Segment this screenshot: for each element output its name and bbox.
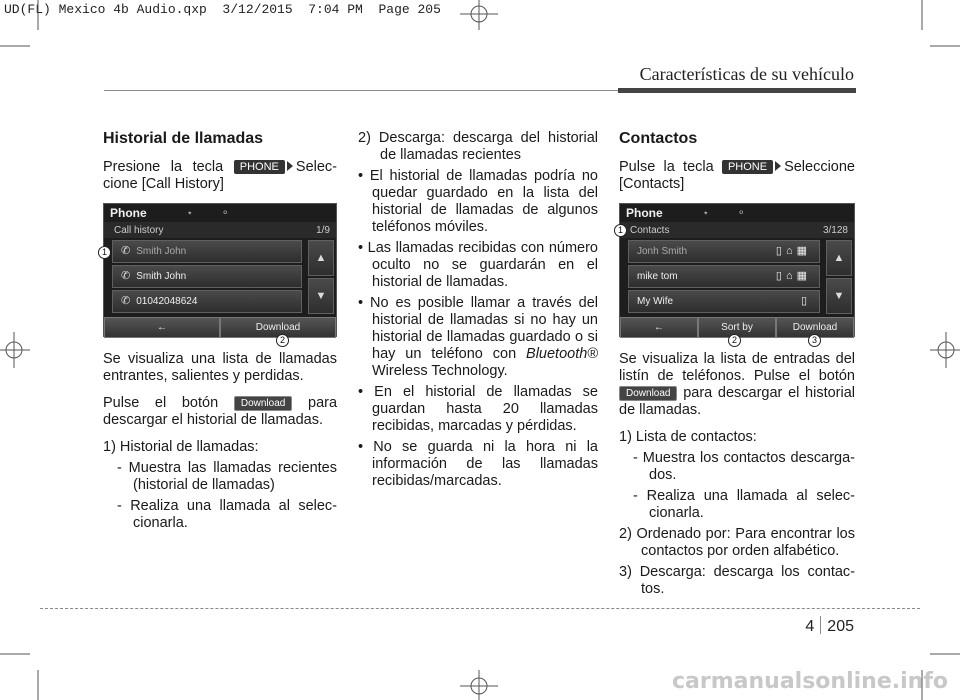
screen-subtitle-bar (620, 222, 854, 238)
call-history-heading: Historial de llamadas (103, 130, 264, 147)
contact-row[interactable]: Jonh Smith ▯⌂▦ (628, 240, 820, 263)
phone-key-icon: PHONE (234, 160, 285, 174)
download-button[interactable]: Download (220, 317, 336, 338)
callout-1: 1 (614, 224, 627, 237)
usb-icon: ⚬ (220, 207, 230, 219)
middle-column (358, 130, 598, 494)
contact-row[interactable]: My Wife ▯ (628, 290, 820, 313)
bullet-4: • En el historial de llamadas se guardan hasta 20 llamadas recibidas, marcadas y pérdidas. (358, 384, 598, 434)
callout-2: 2 (728, 334, 741, 347)
screen-bottom-bar (104, 317, 336, 338)
arrow-right-icon (775, 161, 781, 171)
item-1b: - Realiza una llamada al selec-cionarla. (117, 498, 337, 531)
scroll-up-button[interactable]: ▲ (826, 240, 852, 276)
contacts-screen (617, 203, 855, 345)
screen-subtitle-bar (104, 222, 336, 238)
item-1a: - Muestra las llamadas recientes (historial de llamadas) (117, 460, 337, 493)
page-counter: 3/128 (822, 224, 848, 236)
contacts-list-text: Se visualiza la lista de entradas del listín de teléfonos. Pulse el botón Download para descargar el historial de llamadas. (619, 351, 856, 418)
bullet-3: • No es posible llamar a través del historial de llamadas si no hay un historial de llamadas guardado o si hay un teléfono con Bluetooth® Wireless Technology. (358, 295, 598, 379)
call-history-label: Call history (114, 224, 164, 236)
item-1: 1) Historial de llamadas: (103, 439, 259, 455)
back-button[interactable]: ← (104, 317, 220, 338)
call-list-text: Se visualiza una lista de llamadas entrantes, salientes y perdidas. (103, 351, 337, 384)
back-button[interactable]: ← (620, 317, 698, 338)
bluetooth-icon: ⋆ (702, 207, 709, 219)
page-counter: 1/9 (316, 224, 330, 236)
bullet-5: • No se guarda ni la hora ni la información de las llamadas recibidas/marcadas. (358, 439, 598, 489)
left-column (103, 130, 337, 536)
contact-type-icons: ▯⌂▦ (775, 245, 811, 257)
contact-type-icons: ▯⌂▦ (775, 270, 811, 282)
sort-by-button[interactable]: Sort by (698, 317, 776, 338)
phone-call-icon: ✆ (121, 295, 131, 307)
call-row[interactable]: ✆ 01042048624 (112, 290, 302, 313)
phone-key-icon: PHONE (722, 160, 773, 174)
scroll-down-button[interactable]: ▼ (826, 278, 852, 314)
scroll-down-button[interactable]: ▼ (308, 278, 334, 314)
download-key-icon: Download (234, 396, 292, 411)
screen-top-bar (620, 204, 854, 222)
press-phone-text: Presione la tecla PHONE Selec-cione [Call History] (103, 159, 338, 192)
screen-top-bar (104, 204, 336, 222)
press-phone-text: Pulse la tecla PHONE Seleccione [Contacts] (619, 159, 855, 192)
arrow-right-icon (287, 161, 293, 171)
contacts-label: Contacts (630, 224, 670, 236)
bluetooth-word: Bluetooth® (526, 346, 598, 362)
scroll-up-button[interactable]: ▲ (308, 240, 334, 276)
bullet-1: • El historial de llamadas podría no quedar guardado en la lista del historial de llamadas de algunos teléfonos móviles. (358, 168, 598, 235)
item-1b: - Realiza una llamada al selec-cionarla. (633, 488, 855, 521)
download-key-icon: Download (619, 386, 677, 401)
screen-title: Phone (110, 205, 147, 220)
bullet-2: • Las llamadas recibidas con número oculto no se guardarán en el historial de llamadas. (358, 240, 598, 290)
page-separator (820, 616, 821, 634)
item-3: 3) Descarga: descarga los contac-tos. (619, 564, 855, 597)
item-1a: - Muestra los contactos descarga-dos. (633, 450, 855, 483)
callout-3: 3 (808, 334, 821, 347)
call-history-screen (101, 203, 337, 345)
screen-title: Phone (626, 205, 663, 220)
header-bar (618, 88, 856, 93)
contact-row[interactable]: mike tom ▯⌂▦ (628, 265, 820, 288)
footer-rule (40, 608, 920, 609)
contacts-heading: Contactos (619, 130, 698, 147)
download-instruction: Pulse el botón Download para descargar el historial de llamadas. (103, 395, 338, 428)
bluetooth-icon: ⋆ (186, 207, 193, 219)
mobile-icon: ▯ (800, 295, 811, 307)
download-button[interactable]: Download (776, 317, 854, 338)
usb-icon: ⚬ (736, 207, 746, 219)
item-2: 2) Ordenado por: Para encontrar los contactos por orden alfabético. (619, 526, 855, 559)
call-row[interactable]: ✆ Smith John (112, 265, 302, 288)
right-column (619, 130, 855, 602)
callout-2: 2 (276, 334, 289, 347)
phone-call-icon: ✆ (121, 270, 131, 282)
section-title: Características de su vehículo (639, 64, 854, 84)
callout-1: 1 (98, 246, 111, 259)
page-number: 4 205 (805, 618, 854, 635)
watermark: carmanualsonline.info (672, 669, 948, 694)
item-2: 2) Descarga: descarga del historial de llamadas recientes (358, 130, 598, 163)
item-1: 1) Lista de contactos: (619, 429, 757, 445)
phone-call-icon: ✆ (121, 245, 131, 257)
print-header: UD(FL) Mexico 4b Audio.qxp 3/12/2015 7:04 PM Page 205 (4, 2, 441, 17)
call-row[interactable]: ✆ Smith John (112, 240, 302, 263)
